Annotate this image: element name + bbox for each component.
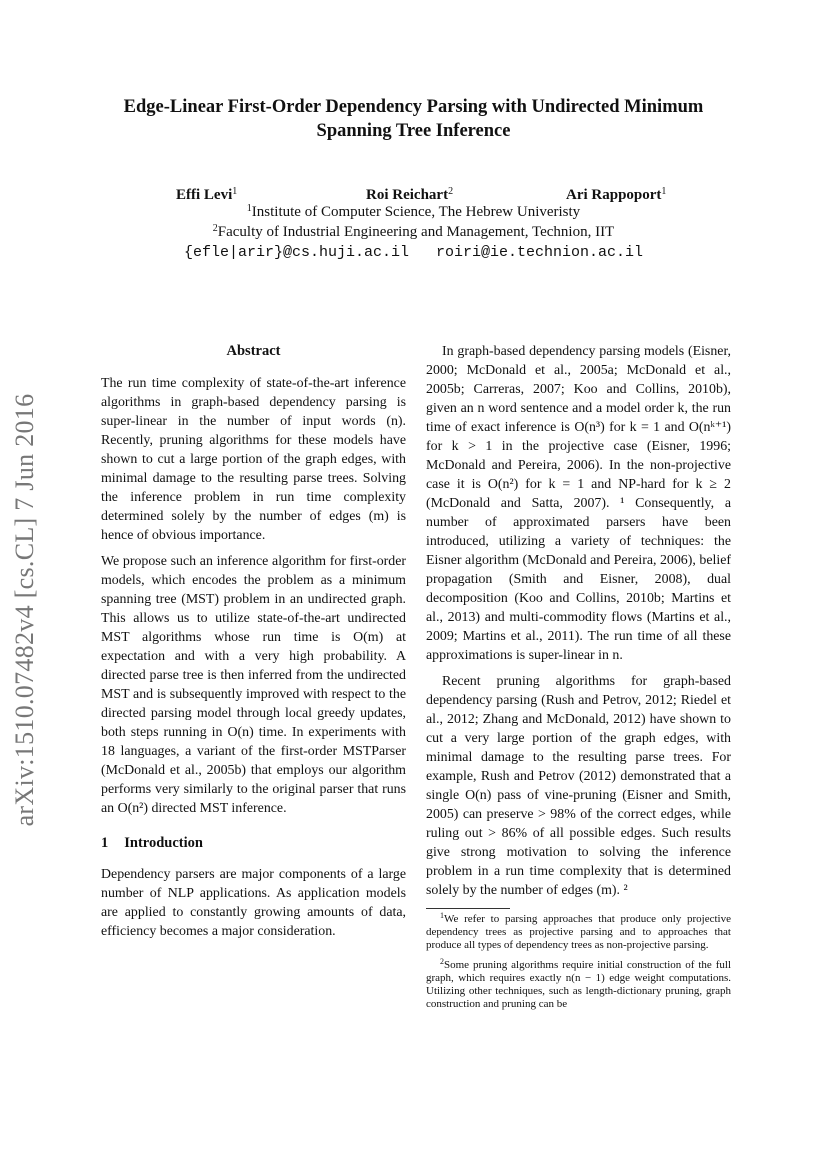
- abstract-paragraph-2: We propose such an inference algorithm for first-order models, which encodes the problem as a minimum spanning tree (MST) problem in an undirected graph. This allows us to utilize state-of-the-art undirected MST algorithms whose run time is O(m) at expectation and with a very high probability. A directed parse tree is then inferred from the undirected MST and is subsequently improved with respect to the directed parsing model through local greedy updates, both steps running in O(n) time. In experiments with 18 languages, a variant of the first-order MSTParser (McDonald et al., 2005b) that employs our algorithm performs very similarly to the original parser that runs an O(n²) directed MST inference.: [101, 554, 406, 816]
- body-paragraph-1: In graph-based dependency parsing models (Eisner, 2000; McDonald et al., 2005a; McDonald et al., 2005b; Carreras, 2007; Koo and Collins, 2010b), given an n word sentence and a model order k, the run time of exact inference is O(n³) for k = 1 and O(nᵏ⁺¹) for k > 1 in the projective case (Eisner, 1996; McDonald and Pereira, 2006). In the non-projective case it is O(n²) for k = 1 and NP-hard for k ≥ 2 (McDonald and Satta, 2007). ¹ Consequently, a number of approximated parsers have been introduced, utilizing a variety of techniques: the Eisner algorithm (McDonald and Pereira, 2006), belief propagation (Smith and Eisner, 2008), dual decomposition (Koo and Collins, 2010b; Martins et al., 2013) and multi-commodity flows (Martins et al., 2009; Martins et al., 2011). The run time of all these approximations is super-linear in n.: [426, 344, 731, 663]
- title-line-1: Edge-Linear First-Order Dependency Parsing with Undirected Minimum: [123, 97, 704, 117]
- affiliation-1: $^1$Institute of Computer Science, The Hebrew Univeristy: [246, 203, 581, 220]
- affiliation-2: $^2$Faculty of Industrial Engineering and Management, Technion, IIT: [212, 223, 615, 240]
- intro-paragraph-1: Dependency parsers are major components of a large number of NLP applications. As application models are applied to constantly growing amounts of data, efficiency becomes a major consideration.: [101, 867, 406, 939]
- left-column: [101, 342, 406, 948]
- abstract-heading: Abstract: [226, 343, 281, 359]
- section-heading-introduction: 1 Introduction: [101, 835, 203, 851]
- footnote-1: $^1$We refer to parsing approaches that produce only projective dependency trees as projective parsing and to approaches that produce all types of dependency trees as non-projective parsing.: [426, 911, 731, 951]
- author-3: Ari Rappoport$^1$: [566, 186, 667, 203]
- title-line-2: Spanning Tree Inference: [316, 121, 511, 141]
- footnote-divider: [426, 908, 510, 909]
- arxiv-identifier: arXiv:1510.07482v4 [cs.CL] 7 Jun 2016: [10, 393, 39, 827]
- footnote-2: $^2$Some pruning algorithms require initial construction of the full graph, which requires exactly n(n − 1) edge weight computations. Utilizing other techniques, such as length-dictionary pruning, graph construction and pruning can be: [426, 957, 731, 1010]
- abstract-paragraph-1: The run time complexity of state-of-the-art inference algorithms in graph-based dependency parsing is super-linear in the number of input words (n). Recently, pruning algorithms for these models have shown to cut a large portion of the graph edges, with minimal damage to the resulting parse trees. Solving the inference problem in run time complexity determined solely by the number of edges (m) is hence of obvious importance.: [101, 376, 406, 543]
- author-2: Roi Reichart$^2$: [366, 186, 454, 203]
- paper-title: [0, 95, 827, 143]
- author-1: Effi Levi$^1$: [176, 186, 238, 203]
- body-paragraph-2: Recent pruning algorithms for graph-based dependency parsing (Rush and Petrov, 2012; Riedel et al., 2012; Zhang and McDonald, 2012) have shown to cut a very large portion of the graph edges, with minimal damage to the resulting parse trees. For example, Rush and Petrov (2012) demonstrated that a single O(n) pass of vine-pruning (Eisner and Smith, 2005) can preserve > 98% of the correct edges, while ruling out > 86% of all possible edges. Such results give strong motivation to solving the inference problem in a run time complexity that is determined solely by the number of edges (m). ²: [426, 674, 731, 898]
- author-emails: {efle|arir}@cs.huji.ac.il roiri@ie.technion.ac.il: [183, 244, 644, 261]
- right-column: [426, 342, 731, 1018]
